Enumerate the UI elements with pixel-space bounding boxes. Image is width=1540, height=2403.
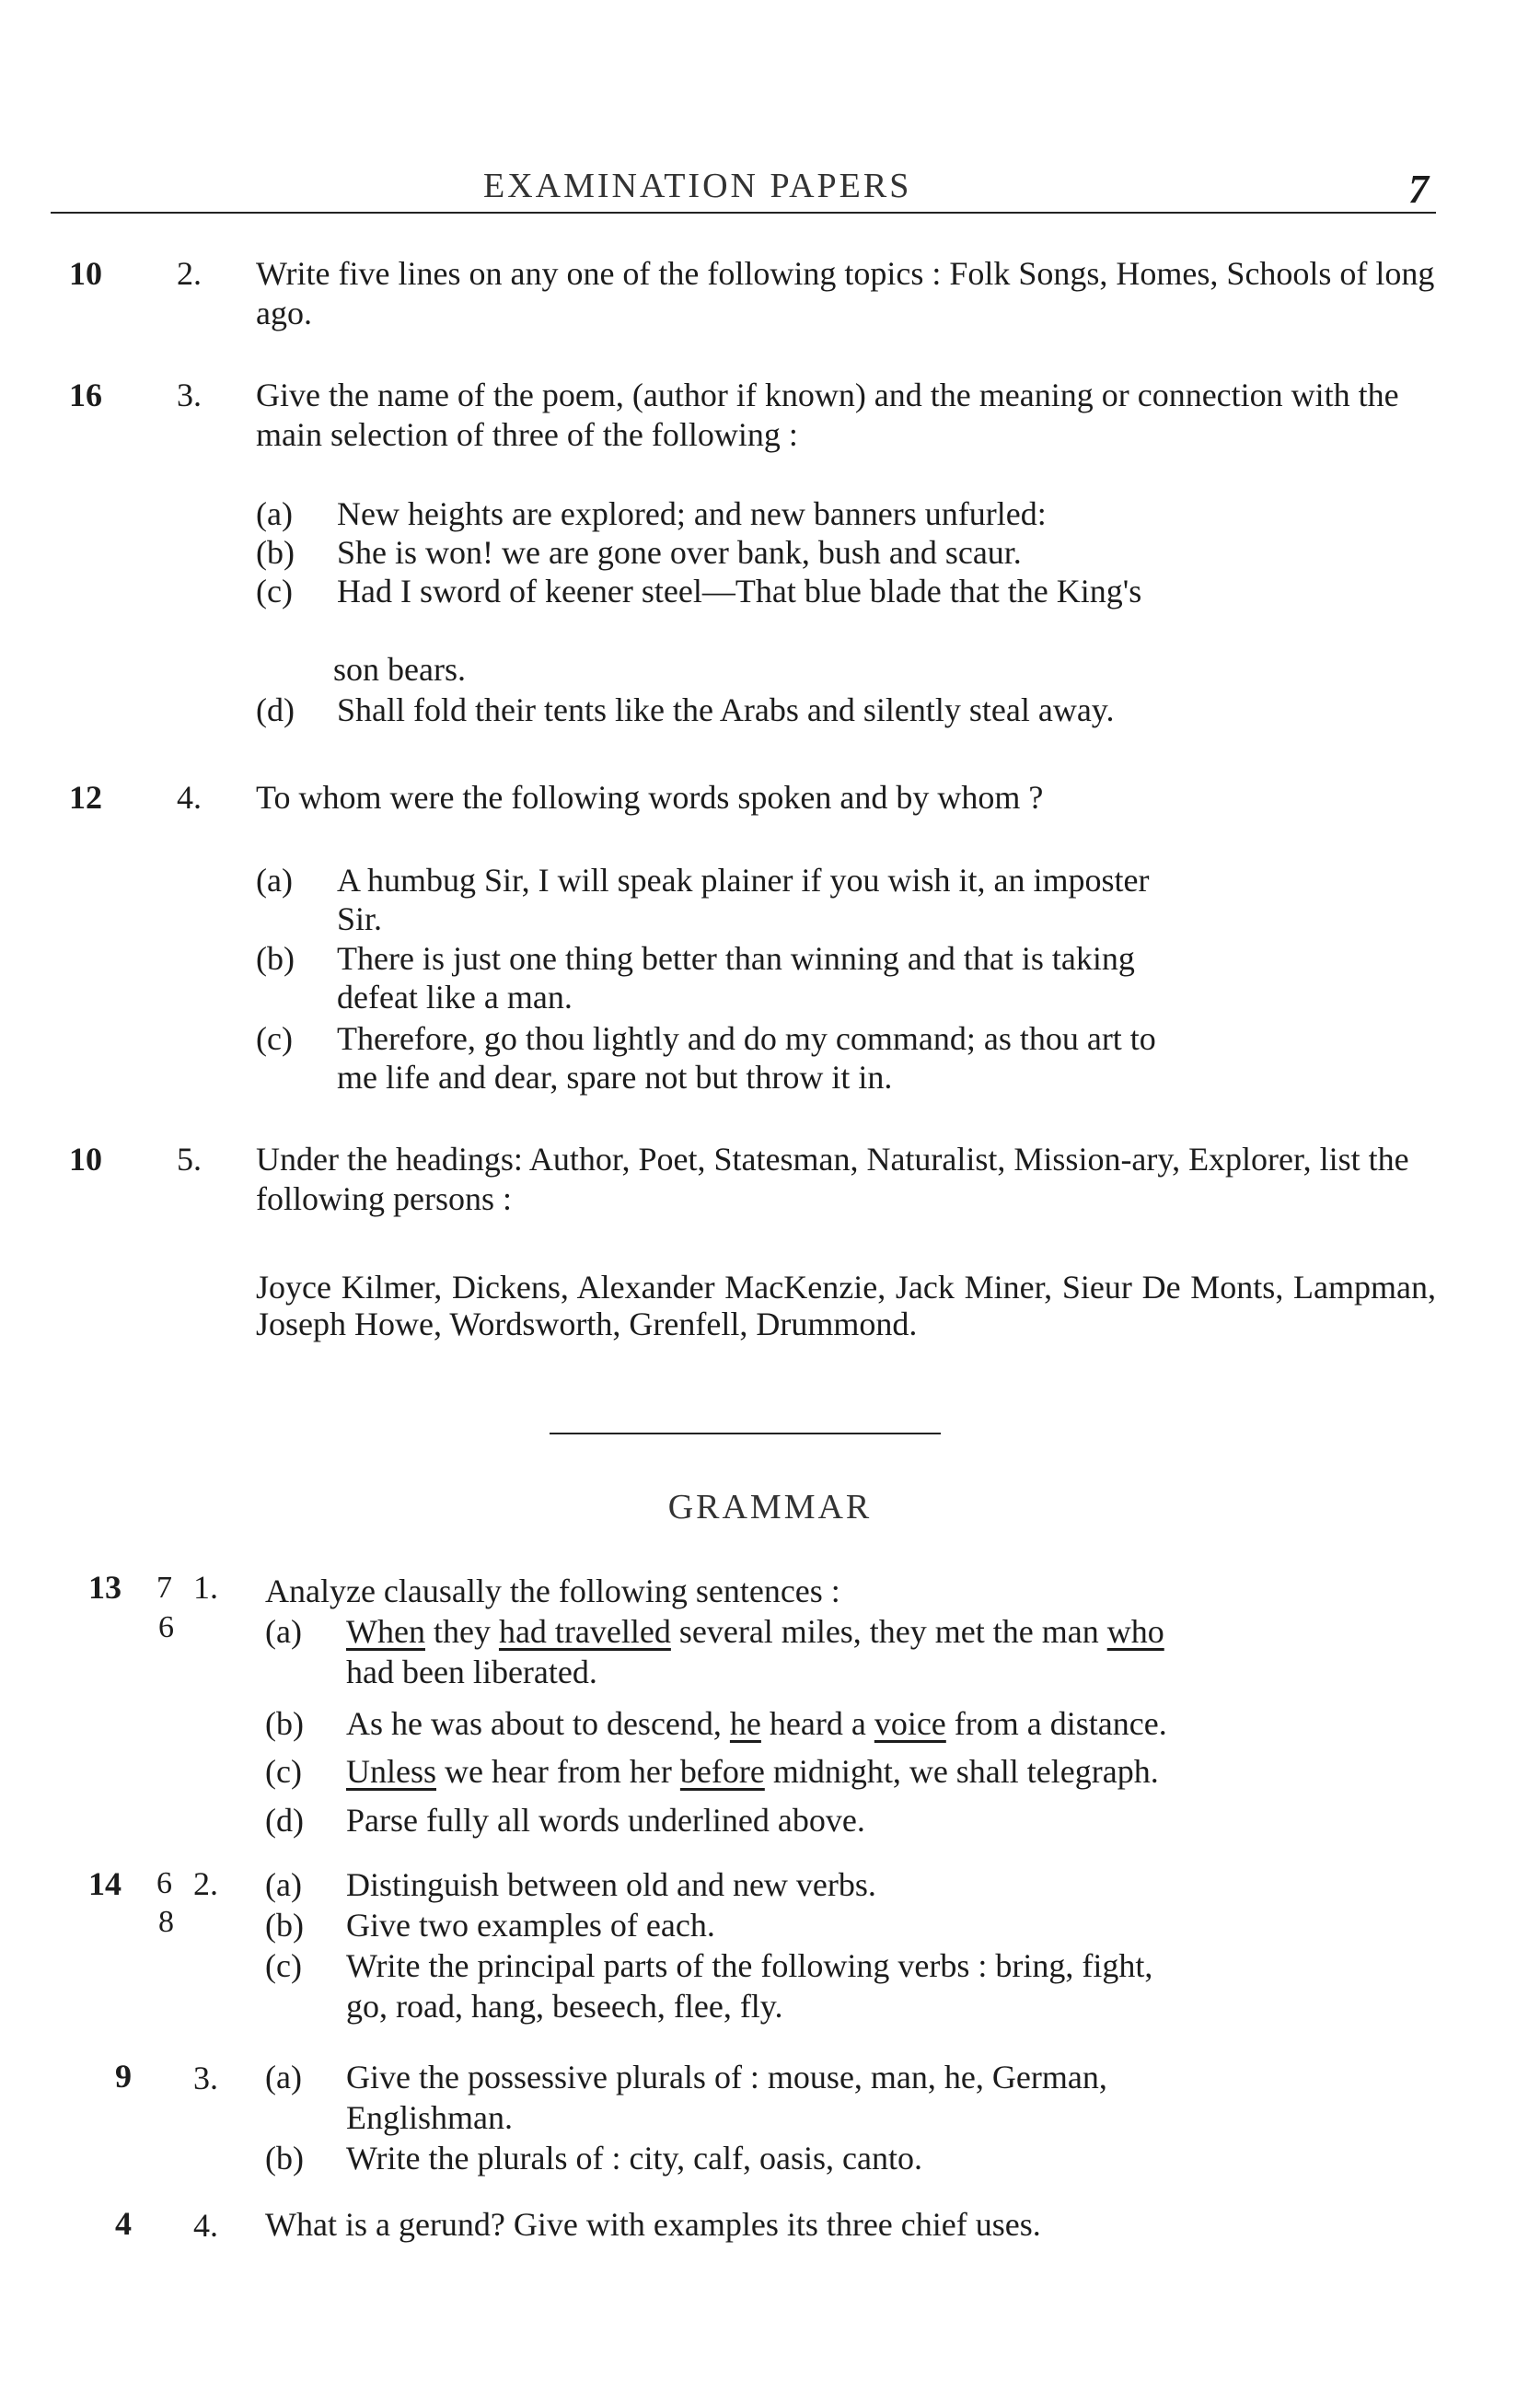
question-text: Write five lines on any one of the following topics : Folk Songs, Homes, Schools of long ago.: [256, 255, 1435, 331]
sub-item-text: Distinguish between old and new verbs.: [346, 1866, 876, 1903]
question-number: 3.: [193, 2060, 218, 2096]
underlined-word: voice: [874, 1705, 946, 1742]
sub-item-label: (d): [256, 691, 295, 728]
sub-item-label: (b): [265, 2140, 304, 2177]
running-title: EXAMINATION PAPERS: [483, 167, 912, 205]
sub-item-label: (a): [265, 2059, 302, 2095]
sub-item-label: (c): [265, 1947, 302, 1984]
question-number: 5.: [177, 1141, 202, 1178]
question-number: 2.: [193, 1865, 218, 1902]
sub-item-continuation: me life and dear, spare not but throw it in.: [337, 1059, 893, 1096]
underlined-word: who: [1106, 1613, 1164, 1650]
sub-item-label: (c): [265, 1753, 302, 1790]
sub-item-label: (b): [256, 534, 295, 571]
question-marks: 12: [69, 779, 102, 816]
sub-item-label: (a): [256, 495, 293, 532]
sub-item-text: Shall fold their tents like the Arabs and silently steal away.: [337, 691, 1115, 728]
sub-item-label: (b): [265, 1907, 304, 1944]
question-marks: 10: [69, 1141, 102, 1178]
question-text: What is a gerund? Give with examples its three chief uses.: [265, 2206, 1041, 2243]
sub-item-text: [346, 1703, 1443, 1744]
word: several miles, they met the man: [678, 1613, 1099, 1650]
sub-item-continuation: had been liberated.: [346, 1654, 597, 1690]
underlined-word: before: [679, 1753, 765, 1790]
question-number: 3.: [177, 377, 202, 413]
question-marks: 10: [69, 255, 102, 292]
part-marks: 6: [156, 1866, 172, 1900]
underlined-word: When: [346, 1613, 425, 1650]
section-divider: [550, 1433, 941, 1434]
sub-item-label: (a): [256, 862, 293, 899]
word: heard a: [769, 1705, 866, 1742]
sub-item-continuation: Englishman.: [346, 2099, 513, 2136]
sub-item-continuation: go, road, hang, beseech, flee, fly.: [346, 1988, 783, 2025]
question-text: Give the name of the poem, (author if known) and the meaning or connection with the main selection of three of the following :: [256, 377, 1399, 453]
question-marks: 16: [69, 377, 102, 413]
sub-item-label: (b): [265, 1705, 304, 1742]
sub-item-text: Give two examples of each.: [346, 1907, 715, 1944]
word: As he was about to descend,: [346, 1705, 722, 1742]
question-text: Analyze clausally the following sentences :: [265, 1573, 840, 1609]
word: they: [433, 1613, 491, 1650]
question-marks: 4: [115, 2205, 132, 2242]
persons-list: Joyce Kilmer, Dickens, Alexander MacKenzie, Jack Miner, Sieur De Monts, Lampman, Joseph Howe, Wordsworth, Grenfell, Drummond.: [256, 1269, 1436, 1342]
part-marks: 8: [158, 1905, 174, 1939]
sub-item-text: She is won! we are gone over bank, bush and scaur.: [337, 534, 1022, 571]
question-text: To whom were the following words spoken and by whom ?: [256, 779, 1044, 816]
sub-item-label: (b): [256, 940, 295, 977]
underlined-word: he: [729, 1705, 761, 1742]
underlined-word: had travelled: [498, 1613, 671, 1650]
question-number: 2.: [177, 255, 202, 292]
question-number: 1.: [193, 1569, 218, 1606]
sub-item-text: Write the principal parts of the following verbs : bring, fight,: [346, 1947, 1153, 1984]
sub-item-label: (a): [265, 1866, 302, 1903]
sub-item-text: A humbug Sir, I will speak plainer if you wish it, an imposter: [337, 862, 1150, 899]
question-marks: 13: [88, 1569, 122, 1606]
sub-item-label: (c): [256, 1020, 293, 1057]
sub-item-text: Had I sword of keener steel—That blue blade that the King's: [337, 573, 1142, 609]
page-header: [51, 158, 1436, 223]
sub-item-continuation: son bears.: [333, 651, 466, 688]
sub-item-label: (a): [265, 1613, 302, 1650]
question-marks: 9: [115, 2058, 132, 2095]
sub-item-continuation: defeat like a man.: [337, 979, 573, 1016]
sub-item-text: Parse fully all words underlined above.: [346, 1802, 865, 1839]
sub-item-text: [346, 1611, 1443, 1652]
sub-item-continuation: Sir.: [337, 900, 383, 937]
word: from a distance.: [954, 1705, 1167, 1742]
sub-item-text: [346, 1751, 1443, 1792]
sub-item-label: (d): [265, 1802, 304, 1839]
question-text: Under the headings: Author, Poet, Statesman, Naturalist, Mission-ary, Explorer, list the following persons :: [256, 1141, 1409, 1217]
page-number: 7: [1408, 167, 1429, 212]
underlined-word: Unless: [346, 1753, 436, 1790]
word: midnight, we shall telegraph.: [772, 1753, 1159, 1790]
sub-item-label: (c): [256, 573, 293, 609]
sub-item-text: Write the plurals of : city, calf, oasis, canto.: [346, 2140, 923, 2177]
sub-item-text: There is just one thing better than winning and that is taking: [337, 940, 1135, 977]
question-marks: 14: [88, 1865, 122, 1902]
part-marks: 7: [156, 1571, 172, 1605]
section-title: GRAMMAR: [667, 1488, 873, 1527]
sub-item-text: Give the possessive plurals of : mouse, man, he, German,: [346, 2059, 1107, 2095]
question-number: 4.: [193, 2207, 218, 2244]
sub-item-text: Therefore, go thou lightly and do my command; as thou art to: [337, 1020, 1156, 1057]
question-number: 4.: [177, 779, 202, 816]
part-marks: 6: [158, 1610, 174, 1644]
header-rule: [51, 212, 1436, 214]
word: we hear from her: [445, 1753, 672, 1790]
sub-item-text: New heights are explored; and new banners unfurled:: [337, 495, 1047, 532]
